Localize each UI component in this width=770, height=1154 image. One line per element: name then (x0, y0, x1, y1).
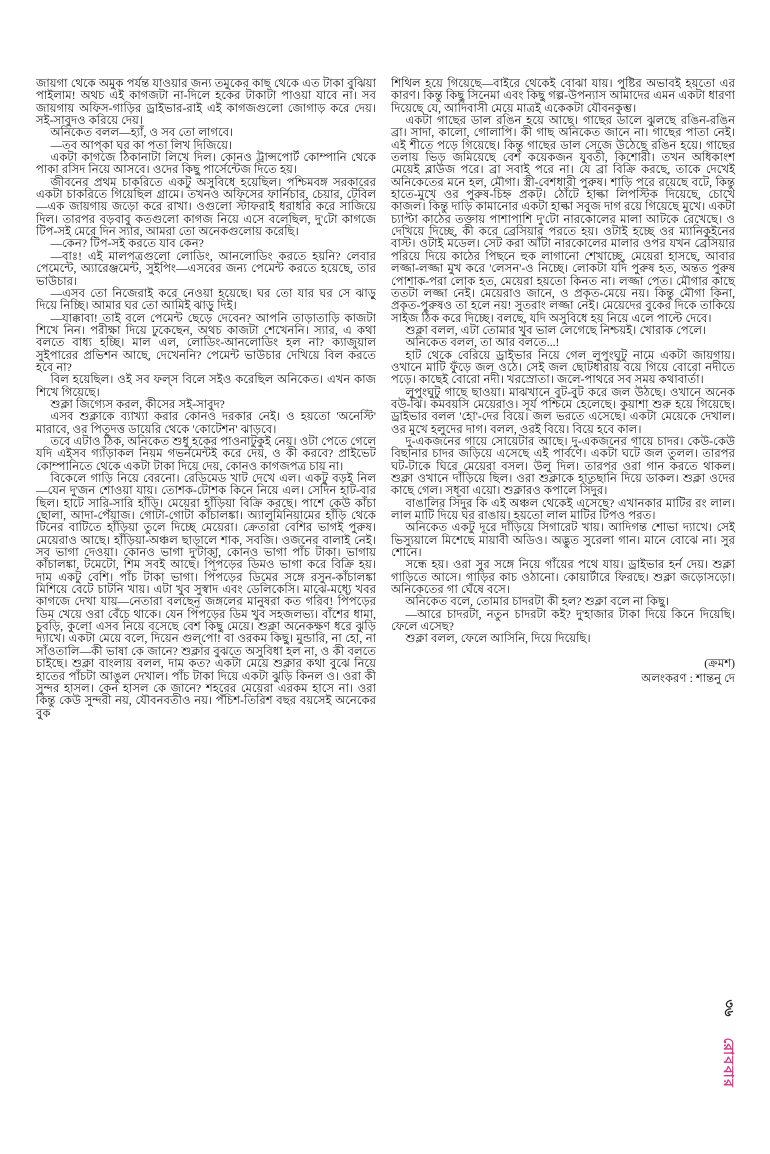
paragraph: —তব আপ্‌কা ঘর কা পতা লিখ দিজিয়ে। (50, 138, 233, 152)
paragraph: —বাঃ! এই মালপত্রগুলো লোডিং, আনলোডিং করতে হয়নি? লেবার পেমেন্টে, অ্যারেঞ্জমেন্ট, সুইপিং—এসবের জন্য পেমেন্ট করতে হয়েছে, তার ভাউচার। (36, 249, 376, 288)
text-column-right (391, 78, 735, 686)
paragraph: বিকেলে গাড়ি নিয়ে বেরনো। রেডিমেড খাট দেখে এল। একটু বড়ই নিল—যেন দু'জন শোওয়া যায়। তোশক-টোশক কিনে নিয়ে এল। সেদিন হাট-বার ছিল। হাটে সারি-সারি হাঁড়ি। মেয়েরা হাঁড়িয়া বিক্রি করছে। পাশে কেউ কাঁচা ছোলা, আদা-পেঁয়াজ। গোটা-গোটা কাঁচালঙ্কা। অ্যালুমিনিয়ামের হাঁড়ি থেকে টিনের বাটিতে হাঁড়িয়া তুলে দিচ্ছে মেয়েরা। ক্রেতারা বেশির ভাগই পুরুষ। মেয়েরাও আছে। হাঁড়িয়া-অঞ্চল ছাড়ালে শাক, সবজি। ওজনের বালাই নেই। সব ভাগা দেওয়া। কোনও ভাগা দু'টাকা, কোনও ভাগা পাঁচ টাকা। ভাগায় কাঁচালঙ্কা, টমেটো, শিম সবই আছে। পিঁপড়ের ডিমও ভাগা করে বিক্রি হয়। দাম একটু বেশি। পাঁচ টাকা ভাগা। পিঁপড়ের ডিমের সঙ্গে রসুন-কাঁচালঙ্কা মিশিয়ে বেটে চাটনি খায়। এটা খুব সুস্বাদ এবং ডেলিকেসি। মাঝে-মধ্যে খবর কাগজে দেখা যায়—নেতারা বলছেন জঙ্গলের মানুষরা কত গরিব! পিঁপড়ের ডিম খেয়ে ওরা বেঁচে থাকে। যেন পিঁপড়ের ডিম খুব সহজলভ্য। বাঁশের ধামা, চুবড়ি, কুলো এসব নিয়ে বসেছে বেশ কিছু মেয়ে। শুক্লা অনেকক্ষণ ধরে ঝুড়ি দ্যাখে। একটা মেয়ে বলে, দিয়েন গুল্‌পো! বা ওরকম কিছু। মুন্ডারি, না হো, না সাঁওতালি—কী ভাষা কে জানে? শুক্লার বুঝতে অসুবিধা হল না, ও কী বলতে চাইছে। শুক্লা বাংলায় বলল, দাম কত? একটা মেয়ে শুক্লার কথা বুঝে নিয়ে হাতের পাঁচটা আঙুল দেখাল। পাঁচ টাকা দিয়ে একটা ঝুড়ি কিনল ও। ওরা কী সুন্দর হাসল। কেন হাসল কে জানে? শহরের মেয়েরা এরকম হাসে না। ওরা কিন্তু কেউ সুন্দরী নয়, যৌবনবতীও নয়। পঁচিশ-তিরিশ বছর বয়সেই অনেকের বুক (36, 472, 376, 720)
paragraph: হাট থেকে বেরিয়ে ড্রাইভার নিয়ে গেল লুপুংঘুটু নামে একটা জায়গায়। ওখানে মাটি ফুঁড়ে জল ওঠে। সেই জল ছোটধারায় বয়ে গিয়ে বোরো নদীতে পড়ে। কাছেই বোরো নদী। খরস্রোতা। জলে-পাথরে সব সময় কথাবার্তা। (391, 348, 735, 387)
paragraph: বিল হয়েছিল। ওই সব ফল্‌স বিলে সইও করেছিল অনিকেত। এখন কাজ শিখে গিয়েছে। (36, 373, 376, 399)
paragraph: শিথিল হয়ে গিয়েছে—বাইরে থেকেই বোঝা যায়। পুষ্টির অভাবই হয়তো এর কারণ। কিন্তু কিছু সিনেমা এবং কিছু গল্প-উপন্যাস আমাদের এমন একটা ধারণা দিয়েছে যে, আদিবাসী মেয়ে মাত্রই একেকটা যৌবনকুম্ভ। (391, 77, 735, 115)
paragraph: শুক্লা জিগ্যেস করল, কীসের সই-সাবুদ? (50, 397, 225, 411)
paragraph: তবে এটাও ঠিক, অনিকেত শুধু হকের পাওনাটুকুই নেয়। ওটা পেতে গেলে যদি এইসব গ্যাঁড়াকল নিয়ম গভর্নমেন্টই করে দেয়, ও কী করবে? প্রাইভেট কোম্পানিতে থেকে একটা টাকা দিয়ে দেয়, কোনও কাগজপত্র চায় না। (36, 434, 376, 473)
serial-continuation-note: (ক্রমশ) (704, 656, 735, 670)
paragraph: শুক্লা বলল, ফেলে আসিনি, দিয়ে দিয়েছি। (405, 632, 591, 646)
illustration-credit: অলংকরণ : শান্তনু দে (641, 671, 735, 685)
column-footer (391, 656, 735, 686)
paragraph: শুক্লা বলল, এটা তোমার খুব ভাল লেগেছে নিশ্চয়ই। খোরাক পেলে। (405, 323, 707, 337)
paragraph: জীবনের প্রথম চাকরিতে একটু অসুবিধে হয়েছিল। পশ্চিমবঙ্গ সরকারের একটা চাকরিতে গিয়েছিল গ্রামে। তখনও অফিসের ফার্নিচার, চেয়ার, টেবিল—এক জায়গায় জড়ো করে রাখা। ওগুলো স্টাফরাই ধরাধরি করে সাজিয়ে দিল। তারপর বড়বাবু কতগুলো কাগজ নিয়ে এসে বলেছিল, দু'টো কাগজে টিপ-সই মেরে দিন স্যার, আমরা তো অনেকগুলোয় করেছি। (36, 175, 376, 239)
paragraph: অনিকেত বলল—হ্যাঁ, ও সব তো লাগবে। (50, 126, 234, 140)
paragraph: অনিকেত একটু দূরে দাঁড়িয়ে সিগারেট খায়। আদিগন্ত শোভা দ্যাখে। সেই ভিস্যুয়ালে মিশেছে মায়াবী অডিও। অদ্ভুত সুরেলা গান। মানে বোঝে না। সুর শোনে। (391, 521, 735, 560)
paragraph: একটা গাছের ডাল রঙিন হয়ে আছে। গাছের ডালে ঝুলছে রঙিন-রঙিন ব্রা। সাদা, কালো, গোলাপি। কী গাছ অনিকেত জানে না। গাছের পাতা নেই। এই শীতে পড়ে গিয়েছে। কিন্তু গাছের ডাল সেজে উঠেছে রঙিন হয়ে। গাছের তলায় ভিড় জমিয়েছে বেশ কয়েকজন যুবতী, কিশোরী। তখন অধিকাংশ মেয়েই ব্লাউজ পরে। ব্রা সবাই পরে না। যে ব্রা বিক্রি করছে, তাকে দেখেই অনিকেতের মনে হল, মৌগা। স্ত্রী-বেশধারী পুরুষ। শাড়ি পরে রয়েছে বটে, কিন্তু হাতে-মুখে ওর পুরুষ-চিহ্ন প্রকট। ঠোঁটে হাল্কা লিপস্টিক দিয়েছে, চোখে কাজল। কিন্তু দাড়ি কামানোর একটা হাল্কা সবুজ দাগ রয়ে গিয়েছে মুখে। একটা চ্যাপ্টা কাঠের তক্তায় পাশাপাশি দু'টো নারকোলের মালা আটকে রেখেছে। ও দেখিয়ে দিচ্ছে, কী করে ব্রেসিয়ার পরতে হয়। ওটাই হচ্ছে ওর ম্যানিকুইনের বাস্ট। ওটাই মডেল। সেট করা আঁটা নারকোলের মালার ওপর যখন ব্রেসিয়ার পরিয়ে দিয়ে কাঠের পিছনে হুক লাগানো শেখাচ্ছে, মেয়েরা হাসছে, আবার লজ্জা-লজ্জা মুখ করে 'লেসন'-ও নিচ্ছে। লোকটা যদি পুরুষ হত, অন্তত পুরুষ পোশাক-পরা লোক হত, মেয়েরা হয়তো কিনত না। লজ্জা পেত। মৌগার কাছে ততটা লজ্জা নেই। মেয়েরাও জানে, ও প্রকৃত-মেয়ে নয়। কিন্তু মৌগা কিনা, প্রকৃত-পুরুষও তা হলে নয়! সুতরাং লজ্জা নেই। মেয়েদের বুকের দিকে তাকিয়ে সাইজ ঠিক করে দিচ্ছে। বলছে, যদি অসুবিধে হয় নিয়ে এলে পাল্টে দেবে। (391, 114, 735, 325)
paragraph: অনিকেত বলে, তোমার চাদরটা কী হল? শুক্লা বলে না কিছু। (405, 595, 670, 609)
paragraph: —কেন? টিপ-সই করতে যাব কেন? (50, 237, 204, 251)
paragraph: দু-একজনের গায়ে সোয়েটার আছে। দু-একজনের গায়ে চাদর। কেউ-কেউ বিছানার চাদর জড়িয়ে এসেছে এই পার্বণে। একটা ঘটে জল তুলল। তারপর ঘট-টাকে ঘিরে মেয়েরা বসল। উলু দিল। তারপর ওরা গান করতে থাকল। শুক্লা ওখানে দাঁড়িয়ে ছিল। ওরা শুক্লাকে হাতছানি দিয়ে ডাকল। শুক্লা ওদের কাছে গেল। সধবা এয়ো। শুক্লারও কপালে সিঁদুর। (391, 434, 735, 498)
paragraph: একটা কাগজে ঠিকানাটা লিখে দিল। কোনও ট্রান্সপোর্ট কোম্পানি থেকে পাকা রসিদ নিয়ে আসবে। ওদের কিছু পার্সেন্টেজ দিতে হয়। (36, 151, 376, 177)
paragraph: —আরে চাদরটা, নতুন চাদরটা কই? দু'হাজার টাকা দিয়ে কিনে দিয়েছি। ফেলে এসেছ? (391, 607, 735, 634)
paragraph: সন্ধে হয়। ওরা সুর সঙ্গে নিয়ে গাঁয়ের পথে যায়। ড্রাইভার হর্ন দেয়। শুক্লা গাড়িতে আসে। গাড়ির কাচ ওঠানো। কোয়ার্টারে ফিরছে। শুক্লা জড়োসড়ো। অনিকেতের গা ঘেঁষে বসে। (391, 558, 735, 597)
paragraph: লুপুংঘুটু গাছে ছাওয়া। মাঝখানে বুট-বুট করে জল উঠছে। ওখানে অনেক বউ-ঝি। কমবয়সি মেয়েরাও। সূর্য পশ্চিমে হেলেছে। কুয়াশা শুরু হয়ে গিয়েছে। ড্রাইভার বলল 'হো'-দের বিয়ে। জল ভরতে এসেছে। একটা মেয়েকে দেখাল। ওর মুখে হলুদের দাগ। বলল, ওরই বিয়ে। বিয়ে হবে কাল। (391, 385, 735, 436)
text-column-left (36, 78, 376, 720)
paragraph: —যাক্কাবা! তাই বলে পেমেন্ট ছেড়ে দেবেন? আপনি তাড়াতাড়ি কাজটা শিখে নিন। পরীক্ষা দিয়ে ঢুকেছেন, অথচ কাজটা শেখেননি। স্যার, এ কথা বলতে বাধ্য হচ্ছি। মাল এল, লোডিং-আনলোডিং হল না? ক্যাজুয়াল সুইপারের প্রভিশন আছে, দেখেননি? পেমেন্ট ভাউচার দেখিয়ে বিল করতে হবে না? (36, 311, 376, 374)
page-number: ৩৬ (722, 999, 738, 1017)
paragraph: এসব শুক্লাকে ব্যাখ্যা করার কোনও দরকার নেই। ও হয়তো 'অনেস্টি' মারাবে, ওর পিতৃদত্ত ডায়েরি থেকে 'কোটেশন' ঝাড়বে। (36, 410, 376, 436)
paragraph: বাঙালির সিঁদুর কি এই অঞ্চল থেকেই এসেছে? এখানকার মাটির রং লাল। লাল মাটি দিয়ে ঘর রাঙায়। হয়তো লাল মাটির টিপও পরত। (391, 496, 735, 523)
magazine-masthead-vertical: রোববার (720, 1037, 735, 1089)
paragraph: —এসব তো নিজেরাই করে নেওয়া হয়েছে। ঘর তো যার ঘর সে ঝাড়ু দিয়ে নিচ্ছি। আমার ঘর তো আমিই ঝাড়ু দিই। (36, 286, 376, 313)
paragraph: অনিকেত বলল, তা আর বলতে...! (405, 336, 560, 350)
right-column-paragraphs (391, 78, 735, 646)
paragraph: জায়গা থেকে অমুক পর্যন্ত যাওয়ার জন্য তমুকের কাছ থেকে এত টাকা বুঝিয়া পাইলাম! অথচ এই কাগজটা না-দিলে হকের টাকাটা পাওয়া যাবে না। সব জায়গায় অফিস-গাড়ির ড্রাইভার-রাই এই কাগজগুলো জোগাড় করে দেয়। সই-সাবুদও করিয়ে দেয়। (36, 77, 376, 128)
